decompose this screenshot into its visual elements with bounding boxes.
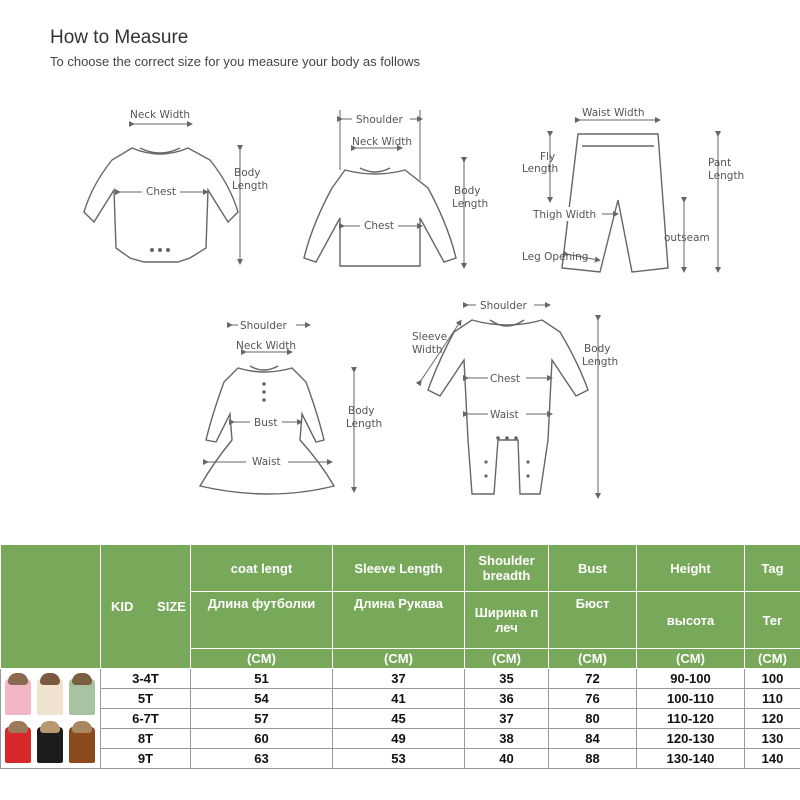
label-length: Length bbox=[232, 180, 269, 192]
header-coat-length: coat lengt bbox=[191, 545, 333, 592]
coat-length-cell: 60 bbox=[191, 729, 333, 749]
header-sleeve-length: Sleeve Length bbox=[333, 545, 465, 592]
label-neck-width: Neck Width bbox=[236, 340, 297, 352]
header-ru-tag: Тег bbox=[745, 592, 800, 649]
table-row bbox=[1, 709, 800, 729]
label-shoulder: Shoulder bbox=[240, 320, 287, 332]
table-row bbox=[1, 729, 800, 749]
sleeve-length-cell: 41 bbox=[333, 689, 465, 709]
size-cell: 8T bbox=[101, 729, 191, 749]
coat-length-cell: 54 bbox=[191, 689, 333, 709]
header-kid-size bbox=[101, 545, 191, 669]
page-title: How to Measure bbox=[50, 27, 189, 48]
header-ru-coat: Длина футболки bbox=[191, 592, 333, 649]
unit-cell: (CM) bbox=[465, 649, 549, 669]
size-chart-table bbox=[0, 544, 800, 769]
tag-cell: 100 bbox=[745, 669, 800, 689]
kid-label: KID bbox=[111, 599, 134, 614]
label-neck-width: Neck Width bbox=[352, 136, 413, 148]
coat-product-photo bbox=[1, 669, 101, 769]
label-body: Body bbox=[584, 343, 611, 355]
header-ru-height: высота bbox=[637, 592, 745, 649]
label-length: Length bbox=[582, 356, 619, 368]
label-waist: Waist bbox=[252, 456, 281, 468]
table-row bbox=[1, 669, 800, 689]
sleeve-length-cell: 45 bbox=[333, 709, 465, 729]
table-row bbox=[1, 689, 800, 709]
label-neck-width: Neck Width bbox=[130, 109, 191, 121]
tag-cell: 140 bbox=[745, 749, 800, 769]
label-sleeve: Sleeve bbox=[412, 331, 448, 343]
label-chest: Chest bbox=[490, 373, 521, 385]
label-thigh-width: Thigh Width bbox=[533, 209, 597, 221]
romper-diagram bbox=[412, 298, 618, 496]
table-row bbox=[1, 749, 800, 769]
unit-cell: (CM) bbox=[333, 649, 465, 669]
sleeve-length-cell: 53 bbox=[333, 749, 465, 769]
bust-cell: 72 bbox=[549, 669, 637, 689]
coat-length-cell: 57 bbox=[191, 709, 333, 729]
sleeve-length-cell: 37 bbox=[333, 669, 465, 689]
header-tag: Tag bbox=[745, 545, 800, 592]
pants-diagram bbox=[522, 107, 744, 272]
header-ru-shoulder: Ширина п леч bbox=[465, 592, 549, 649]
unit-cell: (CM) bbox=[549, 649, 637, 669]
bodysuit-diagram bbox=[84, 109, 268, 262]
tag-cell: 110 bbox=[745, 689, 800, 709]
label-chest: Chest bbox=[364, 220, 395, 232]
label-length: Length bbox=[346, 418, 383, 430]
unit-cell: (CM) bbox=[745, 649, 800, 669]
label-chest: Chest bbox=[146, 186, 177, 198]
size-cell: 3-4T bbox=[101, 669, 191, 689]
size-cell: 5T bbox=[101, 689, 191, 709]
dress-diagram bbox=[200, 318, 382, 494]
label-fly-length: Length bbox=[522, 163, 559, 175]
height-cell: 120-130 bbox=[637, 729, 745, 749]
header-height: Height bbox=[637, 545, 745, 592]
size-label: SIZE bbox=[157, 599, 186, 614]
shoulder-cell: 38 bbox=[465, 729, 549, 749]
label-shoulder: Shoulder bbox=[356, 114, 403, 126]
unit-cell: (CM) bbox=[191, 649, 333, 669]
label-pant: Pant bbox=[708, 157, 732, 169]
shoulder-cell: 36 bbox=[465, 689, 549, 709]
bust-cell: 80 bbox=[549, 709, 637, 729]
label-pant-length: Length bbox=[708, 170, 745, 182]
tag-cell: 120 bbox=[745, 709, 800, 729]
sleeve-length-cell: 49 bbox=[333, 729, 465, 749]
size-cell: 9T bbox=[101, 749, 191, 769]
shoulder-cell: 37 bbox=[465, 709, 549, 729]
label-body: Body bbox=[348, 405, 375, 417]
height-cell: 100-110 bbox=[637, 689, 745, 709]
shoulder-cell: 35 bbox=[465, 669, 549, 689]
coat-length-cell: 63 bbox=[191, 749, 333, 769]
height-cell: 110-120 bbox=[637, 709, 745, 729]
header-ru-sleeve: Длина Рукава bbox=[333, 592, 465, 649]
header-bust: Bust bbox=[549, 545, 637, 592]
label-bust: Bust bbox=[254, 417, 278, 429]
size-cell: 6-7T bbox=[101, 709, 191, 729]
height-cell: 90-100 bbox=[637, 669, 745, 689]
coat-length-cell: 51 bbox=[191, 669, 333, 689]
label-fly: Fly bbox=[540, 151, 556, 163]
header-shoulder-breadth: Shoulder breadth bbox=[465, 545, 549, 592]
shoulder-cell: 40 bbox=[465, 749, 549, 769]
bust-cell: 88 bbox=[549, 749, 637, 769]
label-outseam: outseam bbox=[664, 232, 710, 244]
tag-cell: 130 bbox=[745, 729, 800, 749]
label-waist-width: Waist Width bbox=[582, 107, 645, 119]
label-body: Body bbox=[234, 167, 261, 179]
label-waist: Waist bbox=[490, 409, 519, 421]
header-ru-bust: Бюст bbox=[549, 592, 637, 649]
bust-cell: 76 bbox=[549, 689, 637, 709]
shirt-diagram bbox=[304, 110, 488, 266]
label-length: Length bbox=[452, 198, 489, 210]
label-body: Body bbox=[454, 185, 481, 197]
label-sleeve-width: Width bbox=[412, 344, 443, 356]
page-subtitle: To choose the correct size for you measure your body as follows bbox=[50, 54, 420, 69]
bust-cell: 84 bbox=[549, 729, 637, 749]
label-leg-opening: Leg Opening bbox=[522, 251, 589, 263]
unit-cell: (CM) bbox=[637, 649, 745, 669]
height-cell: 130-140 bbox=[637, 749, 745, 769]
label-shoulder: Shoulder bbox=[480, 300, 527, 312]
header-blank-cell bbox=[1, 545, 101, 669]
